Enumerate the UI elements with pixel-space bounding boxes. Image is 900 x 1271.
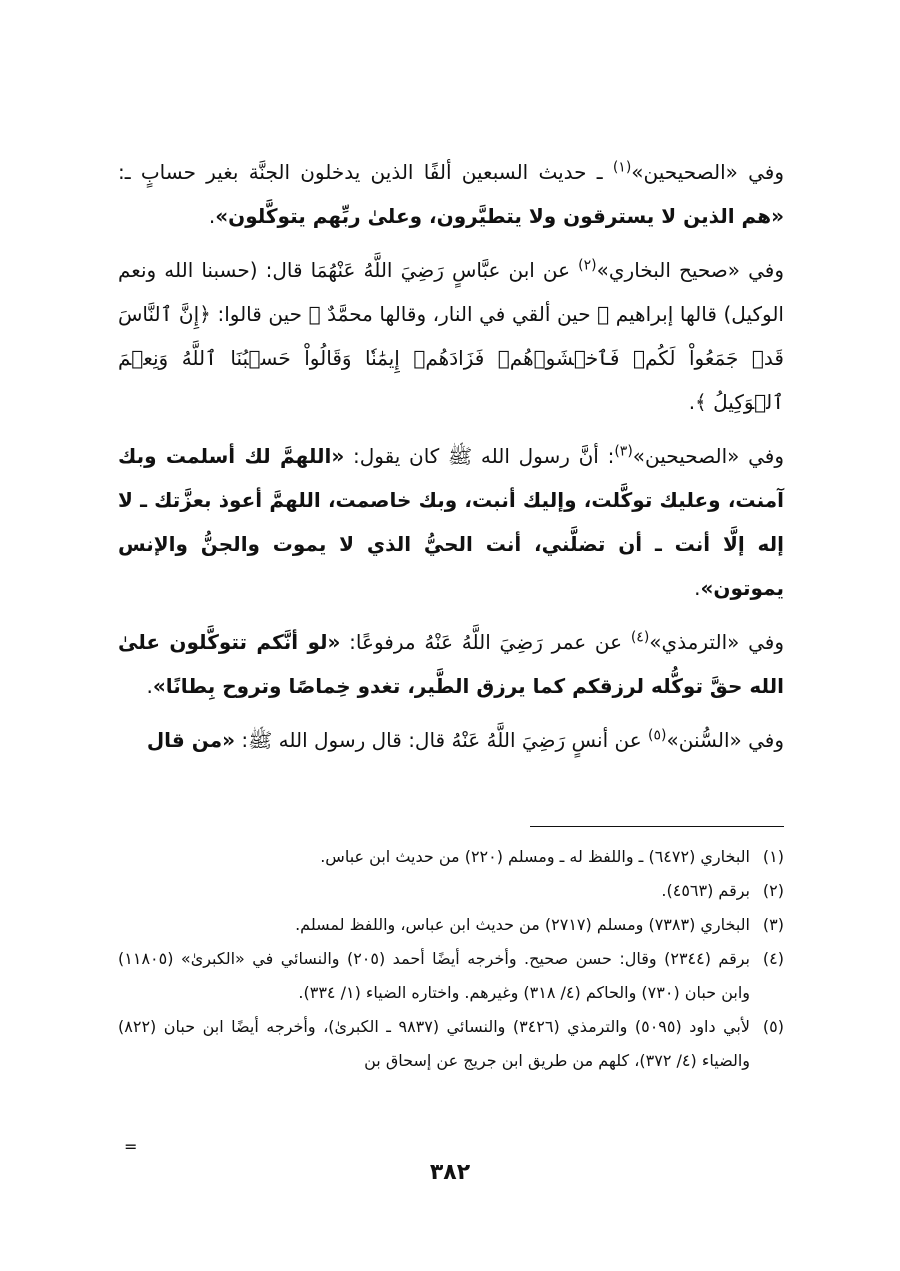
- text-run: عن ابن عبَّاسٍ رَضِيَ اللَّهُ عَنْهُمَا قال: (حسبنا الله ونعم الوكيل) قالها إبراهيم ﷺ حين ألقي في النار، وقالها محمَّدٌ ﷺ حين قالوا: ﴿إِنَّ ٱلنَّاسَ قَدۡ جَمَعُواْ لَكُمۡ فَٱخۡشَوۡهُمۡ فَزَادَهُمۡ إِيمَٰنٗا وَقَالُواْ حَسۡبُنَا ٱللَّهُ وَنِعۡمَ ٱلۡوَكِيلُ ﴾.: [118, 258, 784, 414]
- footnote-number: (٥): [762, 1017, 784, 1036]
- text-run: عن عمر رَضِيَ اللَّهُ عَنْهُ مرفوعًا:: [340, 630, 631, 654]
- footnote: [118, 840, 784, 874]
- text-run: : أنَّ رسول الله ﷺ كان يقول:: [344, 444, 615, 468]
- footnote-ref: (٤): [630, 629, 650, 646]
- footnote: [118, 874, 784, 908]
- footnote-ref: (١): [612, 159, 632, 176]
- footnote-ref: (٥): [648, 727, 667, 744]
- footnote: [118, 1010, 784, 1078]
- footnote: [118, 908, 784, 942]
- footnote-number: (١): [762, 847, 784, 866]
- footnote-ref: (٢): [578, 257, 597, 274]
- text-run: وفي «الصحيحين»: [631, 160, 784, 184]
- paragraph: [118, 248, 784, 424]
- page-number: ٣٨٢: [429, 1160, 471, 1185]
- paragraph: [118, 150, 784, 238]
- hadith-text: «من قال: [146, 728, 236, 752]
- footnotes: [118, 840, 784, 1078]
- text-run: وفي «الترمذي»: [649, 630, 785, 654]
- footnote-ref: (٣): [614, 443, 633, 460]
- footnote-text: البخاري (٧٣٨٣) ومسلم (٢٧١٧) من حديث ابن عباس، واللفظ لمسلم.: [295, 915, 750, 934]
- paragraph: [118, 718, 784, 762]
- footnote-separator: [530, 826, 784, 827]
- footnote-text: برقم (٤٥٦٣).: [661, 881, 750, 900]
- footnote-number: (٢): [762, 881, 784, 900]
- text-run: .: [146, 674, 153, 698]
- footnote-number: (٤): [762, 949, 784, 968]
- main-text: [118, 150, 784, 772]
- footnote-number: (٣): [762, 915, 784, 934]
- text-run: ـ حديث السبعين ألفًا الذين يدخلون الجنَّة بغير حسابٍ ـ:: [118, 160, 613, 184]
- hadith-text: «هم الذين لا يسترقون ولا يتطيَّرون، وعلىٰ ربِّهم يتوكَّلون»: [215, 204, 784, 228]
- paragraph: [118, 620, 784, 708]
- hadith-text: «لو أنَّكم تتوكَّلون علىٰ الله حقَّ توكُّله لرزقكم كما يرزق الطَّير، تغدو خِماصًا وتروح بِطانًا»: [118, 630, 784, 698]
- text-run: .: [208, 204, 216, 228]
- paragraph: [118, 434, 784, 610]
- text-run: وفي «صحيح البخاري»: [596, 258, 784, 282]
- footnote-text: برقم (٢٣٤٤) وقال: حسن صحيح. وأخرجه أيضًا أحمد (٢٠٥) والنسائي في «الكبرىٰ» (١١٨٠٥) وابن حبان (٧٣٠) والحاكم (٤/ ٣١٨) وغيرهم. واختاره الضياء (١/ ٣٣٤).: [118, 949, 751, 1002]
- text-run: .: [694, 576, 701, 600]
- footnote-text: البخاري (٦٤٧٢) ـ واللفظ له ـ ومسلم (٢٢٠) من حديث ابن عباس.: [320, 847, 750, 866]
- text-run: وفي «الصحيحين»: [632, 444, 784, 468]
- hadith-text: «اللهمَّ لك أسلمت وبك آمنت، وعليك توكَّلت، وإليك أنبت، وبك خاصمت، اللهمَّ أعوذ بعزَّتك ـ لا إله إلَّا أنت ـ أن تضلَّني، أنت الحيُّ الذي لا يموت والجنُّ والإنس يموتون»: [118, 444, 784, 600]
- footnote-text: لأبي داود (٥٠٩٥) والترمذي (٣٤٢٦) والنسائي (٩٨٣٧ ـ الكبرىٰ)، وأخرجه أيضًا ابن حبان (٨٢٢) والضياء (٤/ ٣٧٢)، كلهم من طريق ابن جريج عن إسحاق بن: [118, 1017, 751, 1070]
- footnote: [118, 942, 784, 1010]
- continuation-mark: =: [124, 1137, 138, 1156]
- text-run: عن أنسٍ رَضِيَ اللَّهُ عَنْهُ قال: قال رسول الله ﷺ:: [235, 728, 649, 752]
- text-run: وفي «السُّنن»: [666, 728, 784, 752]
